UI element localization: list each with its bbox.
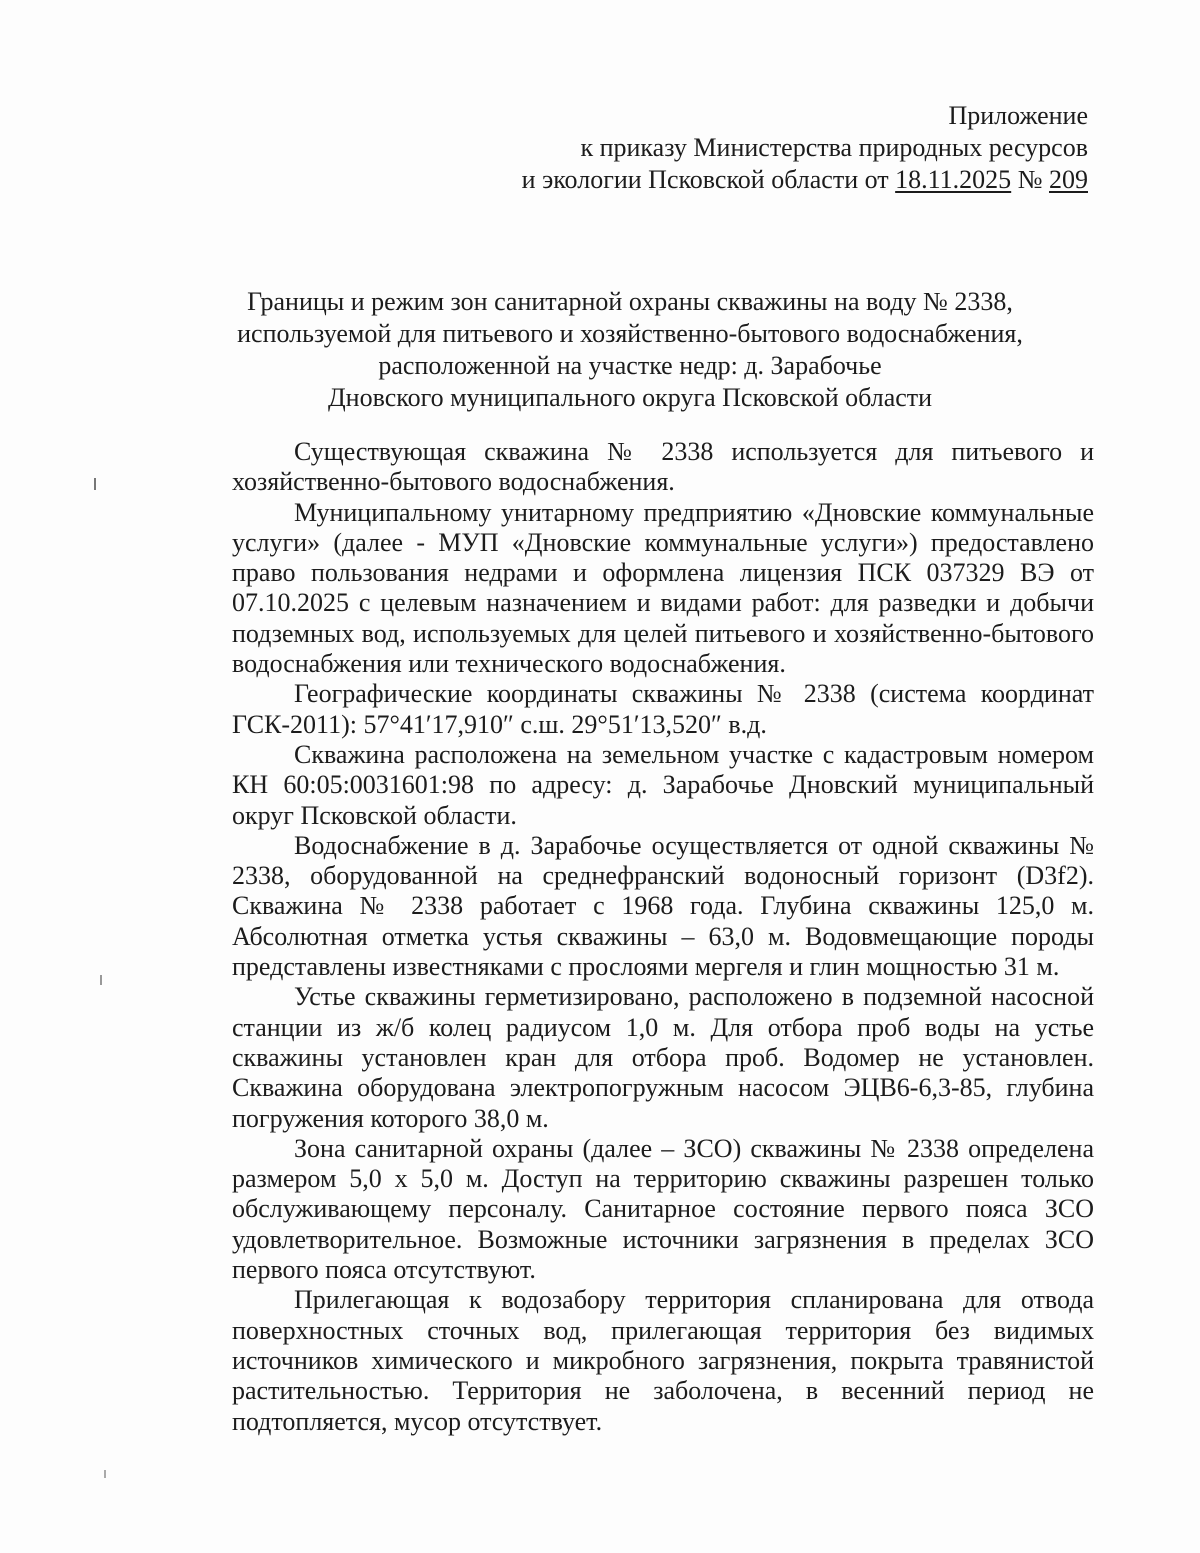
- appendix-label: Приложение: [948, 101, 1088, 130]
- paragraph-water-supply: Водоснабжение в д. Зарабочье осуществляется от одной скважины № 2338, оборудованной на среднефранский водоносный горизонт (D3f2). Скважина № 2338 работает с 1968 года. Глубина скважины 125,0 м. Абсолютная отметка устья скважины – 63,0 м. Водовмещающие породы представлены известняками с прослоями мергеля и глин мощностью 31 м.: [232, 830, 1094, 982]
- scan-speck: [104, 1470, 106, 1478]
- title-line-3: расположенной на участке недр: д. Зарабочье: [378, 351, 882, 380]
- appendix-order-line: к приказу Министерства природных ресурсов: [580, 133, 1088, 162]
- appendix-date-line: [522, 164, 1088, 196]
- paragraph-land-plot: Скважина расположена на земельном участке с кадастровым номером КН 60:05:0031601:98 по адресу: д. Зарабочье Дновский муниципальный округ Псковской области.: [232, 739, 1094, 830]
- appendix-ministry-text: и экологии Псковской области от: [521, 165, 896, 194]
- title-line-4: Дновского муниципального округа Псковской области: [327, 383, 933, 412]
- scan-speck: [94, 478, 96, 490]
- paragraph-well-usage: Существующая скважина № 2338 используется для питьевого и хозяйственно-бытового водоснабжения.: [232, 437, 1094, 497]
- paragraph-coordinates: Географические координаты скважины № 2338 (система координат ГСК-2011): 57°41′17,910″ с.ш. 29°51′13,520″ в.д.: [232, 679, 1094, 739]
- document-title: [200, 286, 1060, 414]
- title-line-2: используемой для питьевого и хозяйственно-бытового водоснабжения,: [237, 319, 1023, 348]
- number-sign: №: [1011, 165, 1049, 194]
- order-number: 209: [1049, 165, 1088, 194]
- appendix-header: [522, 100, 1088, 196]
- document-body: [232, 437, 1094, 1437]
- paragraph-wellhead: Устье скважины герметизировано, расположено в подземной насосной станции из ж/б колец радиусом 1,0 м. Для отбора проб воды на устье скважины установлен кран для отбора проб. Водомер не установлен. Скважина оборудована электропогружным насосом ЭЦВ6-6,3-85, глубина погружения которого 38,0 м.: [232, 982, 1094, 1133]
- paragraph-protection-zone: Зона санитарной охраны (далее – ЗСО) скважины № 2338 определена размером 5,0 х 5,0 м. Доступ на территорию скважины разрешен только обслуживающему персоналу. Санитарное состояние первого пояса ЗСО удовлетворительное. Возможные источники загрязнения в пределах ЗСО первого пояса отсутствуют.: [232, 1133, 1094, 1285]
- title-line-1: Границы и режим зон санитарной охраны скважины на воду № 2338,: [247, 287, 1013, 316]
- paragraph-territory: Прилегающая к водозабору территория спланирована для отвода поверхностных сточных вод, прилегающая территория без видимых источников химического и микробного загрязнения, покрыта травянистой растительностью. Территория не заболочена, в весенний период не подтопляется, мусор отсутствует.: [232, 1285, 1094, 1436]
- scan-speck: [100, 975, 102, 985]
- paragraph-license: Муниципальному унитарному предприятию «Дновские коммунальные услуги» (далее - МУП «Дновские коммунальные услуги») предоставлено право пользования недрами и оформлена лицензия ПСК 037329 ВЭ от 07.10.2025 с целевым назначением и видами работ: для разведки и добычи подземных вод, используемых для целей питьевого и хозяйственно-бытового водоснабжения или технического водоснабжения.: [232, 497, 1094, 679]
- order-date: 18.11.2025: [895, 165, 1012, 194]
